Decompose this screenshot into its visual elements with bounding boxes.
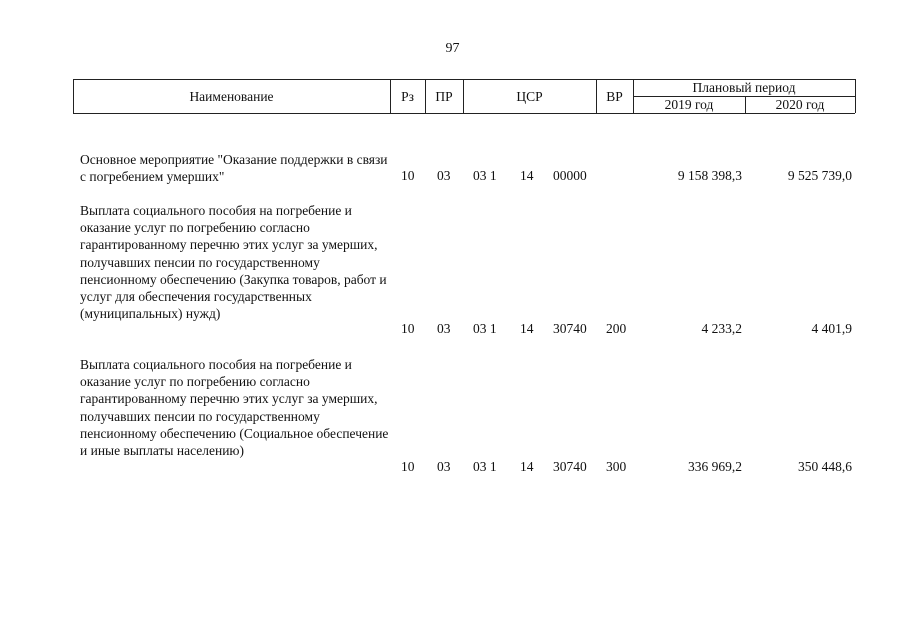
row-rz: 10 [401,459,415,474]
row-name: Выплата социального пособия на погребение и оказание услуг по погребению согласно гарантированному перечню этих услуг за умерших, получавших пенсии по государственному пенсионному обеспечению (Социальное обеспечение и иные выплаты населению) [80,357,389,459]
row-value-2019: 4 233,2 [701,321,742,336]
row-name: Выплата социального пособия на погребение и оказание услуг по погребению согласно гарантированному перечню этих услуг за умерших, получавших пенсии по государственному пенсионному обеспечению (Закупка товаров, работ и услуг для обеспечения государственных (муниципальных) нужд) [80,203,387,322]
row-value-2019: 336 969,2 [688,459,742,474]
row-pr: 03 [437,168,451,183]
row-csr-direction: 30740 [553,459,587,474]
row-value-2020: 350 448,6 [798,459,852,474]
row-csr-program: 03 1 [473,321,497,336]
row-name: Основное мероприятие "Оказание поддержки в связи с погребением умерших" [80,152,388,185]
row-value-2020: 4 401,9 [811,321,852,336]
row-rz: 10 [401,321,415,336]
header-year-2019: 2019 год [664,97,714,112]
row-rz: 10 [401,168,415,183]
page-number: 97 [445,41,460,56]
header-pr: ПР [435,89,453,104]
header-csr: ЦСР [516,89,543,104]
row-csr-subprogram: 14 [520,168,534,183]
row-csr-direction: 30740 [553,321,587,336]
header-vr: ВР [606,89,623,104]
header-rz: Рз [401,89,414,104]
header-planned-period: Плановый период [692,80,796,95]
row-csr-direction: 00000 [553,168,587,183]
row-csr-subprogram: 14 [520,459,534,474]
header-name: Наименование [189,89,274,104]
row-vr: 200 [606,321,627,336]
header-year-2020: 2020 год [775,97,825,112]
row-csr-program: 03 1 [473,459,497,474]
row-pr: 03 [437,459,451,474]
row-value-2020: 9 525 739,0 [787,168,852,183]
row-value-2019: 9 158 398,3 [677,168,742,183]
row-pr: 03 [437,321,451,336]
row-vr: 300 [606,459,627,474]
row-csr-program: 03 1 [473,168,497,183]
row-csr-subprogram: 14 [520,321,534,336]
